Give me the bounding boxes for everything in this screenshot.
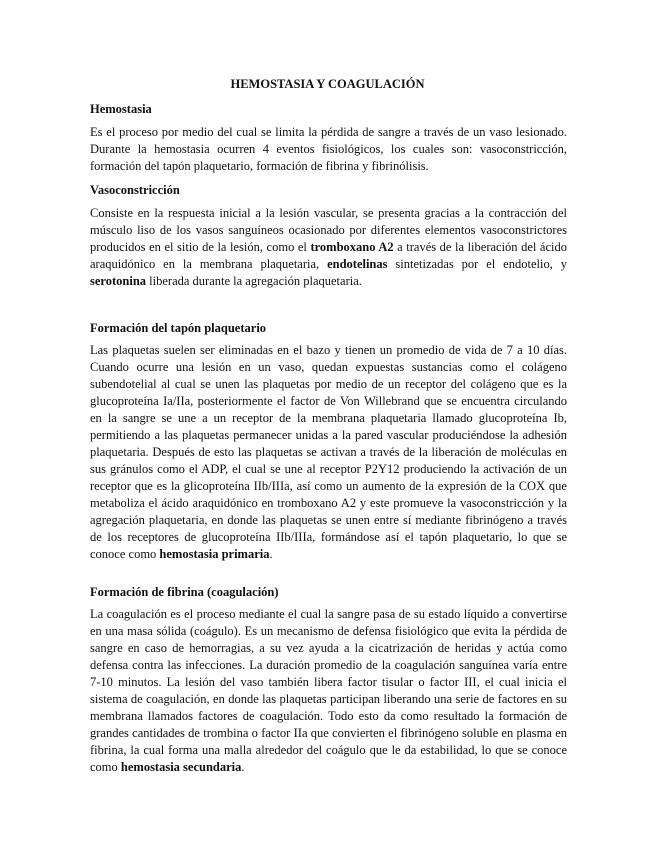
- bold-term: endotelinas: [327, 257, 388, 271]
- bold-term: hemostasia primaria: [159, 547, 270, 561]
- text-run: a través de la liberación del ácido araquidónico en la membrana plaquetaria,: [90, 240, 567, 271]
- text-run: .: [241, 760, 245, 774]
- section-paragraph-vasoconstriccion: [90, 205, 567, 290]
- text-run: Es el proceso por medio del cual se limita la pérdida de sangre a través de un vaso lesionado. Durante la hemostasia ocurren 4 eventos fisiológicos, los cuales son: vasoconstricción, formación del tapón plaquetario, formación de fibrina y fibrinólisis.: [90, 125, 567, 173]
- section-heading-vasoconstriccion: Vasoconstricción: [90, 183, 180, 197]
- section-paragraph-hemostasia: [90, 124, 567, 175]
- section-heading-hemostasia: Hemostasia: [90, 102, 152, 116]
- bold-term: serotonina: [90, 274, 147, 288]
- page-title: HEMOSTASIA Y COAGULACIÓN: [230, 77, 425, 91]
- section-heading-tapon-plaquetario: Formación del tapón plaquetario: [90, 321, 267, 335]
- section-paragraph-formacion-fibrina: [90, 606, 567, 776]
- text-run: La coagulación es el proceso mediante el cual la sangre pasa de su estado líquido a convertirse en una masa sólida (coágulo). Es un mecanismo de defensa fisiológico que evita la pérdida de sangre en caso de hemorragias, a su vez ayuda a la cicatrización de heridas y actúa como defensa contra las infecciones. La duración promedio de la coagulación sanguínea varía entre 7-10 minutos. La lesión del vaso también libera factor tisular o factor III, el cual inicia el sistema de coagulación, en donde las plaquetas participan liberando una serie de factores en su membrana llamados factores de coagulación. Todo esto da como resultado la formación de grandes cantidades de trombina o factor IIa que convierten el fibrinógeno soluble en plasma en fibrina, la cual forma una malla alrededor del coágulo que le da estabilidad, lo que se conoce como: [90, 607, 567, 774]
- text-run: .: [269, 547, 273, 561]
- section-paragraph-tapon-plaquetario: [90, 342, 567, 563]
- text-run: liberada durante la agregación plaquetaria.: [146, 274, 362, 288]
- bold-term: hemostasia secundaria: [120, 760, 242, 774]
- text-run: Consiste en la respuesta inicial a la lesión vascular, se presenta gracias a la contracción del músculo liso de los vasos sanguíneos ocasionado por diferentes elementos vasoconstrictores producidos en el sitio de la lesión, como el: [90, 206, 567, 254]
- section-heading-formacion-fibrina: Formación de fibrina (coagulación): [90, 585, 279, 599]
- bold-term: tromboxano A2: [310, 240, 394, 254]
- text-run: Las plaquetas suelen ser eliminadas en el bazo y tienen un promedio de vida de 7 a 10 días. Cuando ocurre una lesión en un vaso, quedan expuestas sustancias como el colágeno subendotelial al cual se unen las plaquetas por medio de un receptor del colágeno que es la glucoproteína Ia/IIa, posteriormente el factor de Von Willebrand que se encuentra circulando en la sangre se une a un receptor de la membrana plaquetaria llamado glucoproteína Ib, permitiendo a las plaquetas permanecer unidas a la pared vascular produciéndose la adhesión plaquetaria. Después de esto las plaquetas se activan a través de la liberación de moléculas en sus gránulos como el ADP, el cual se une al receptor P2Y12 produciendo la activación de un receptor que es la glicoproteína IIb/IIIa, así como un aumento de la expresión de la COX que metaboliza el ácido araquidónico en tromboxano A2 y este promueve la vasoconstricción y la agregación plaquetaria, en donde las plaquetas se unen entre sí mediante fibrinógeno a través de los receptores de glucoproteína IIb/IIIa, formándose así el tapón plaquetario, lo que se conoce como: [90, 343, 567, 561]
- text-run: sintetizadas por el endotelio, y: [387, 257, 567, 271]
